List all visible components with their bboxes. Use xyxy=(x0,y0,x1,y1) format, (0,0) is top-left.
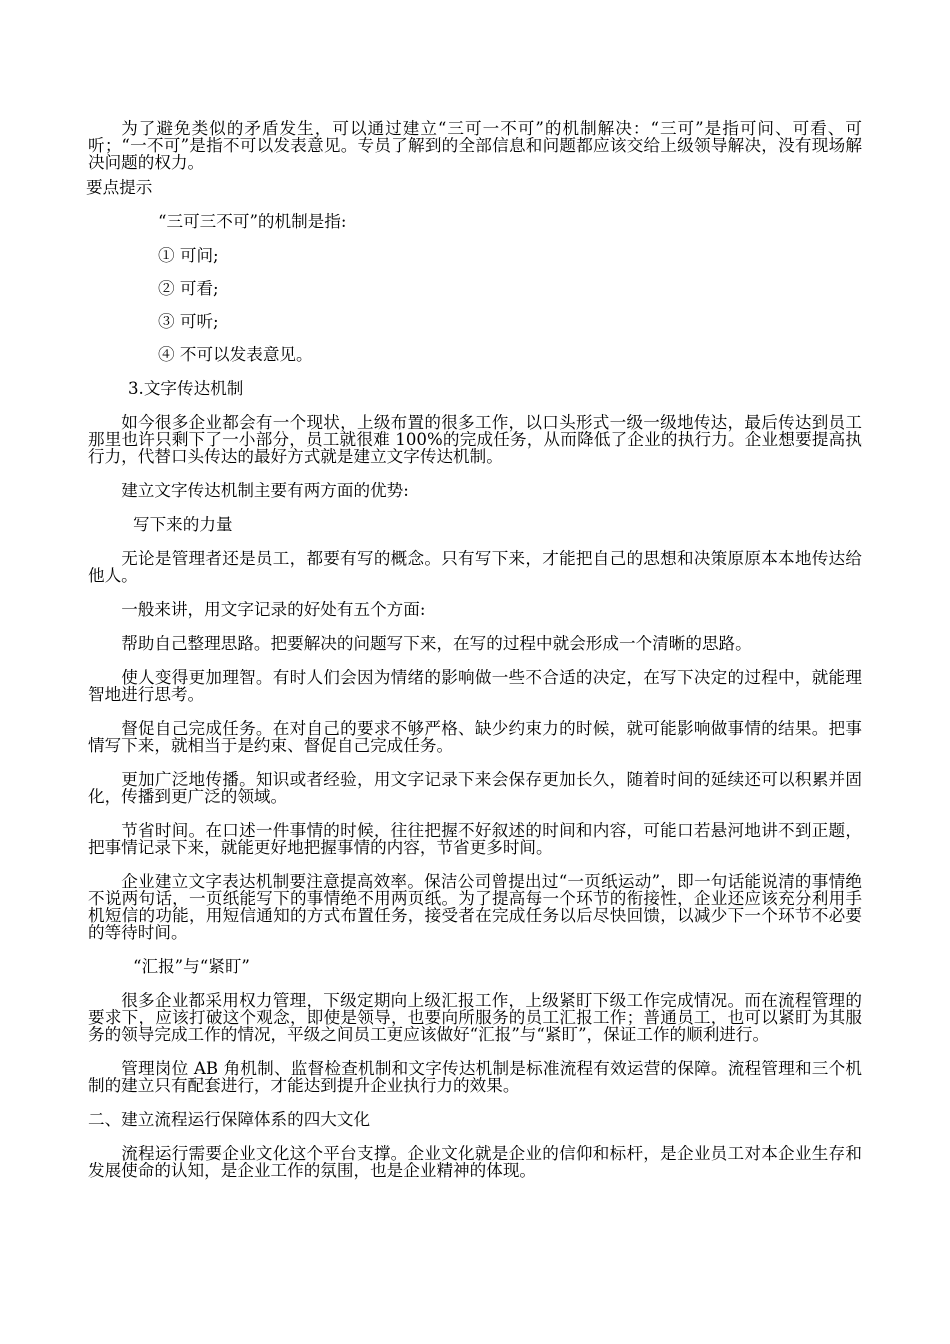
paragraph-benefit-spread: 更加广泛地传播。知识或者经验，用文字记录下来会保存更加长久，随着时间的延续还可以积累并固化，传播到更广泛的领域。 xyxy=(88,770,862,806)
tip-item-3: ③ 可听; xyxy=(158,312,219,331)
paragraph-benefit-save-time: 节省时间。在口述一件事情的时候，往往把握不好叙述的时间和内容，可能口若悬河地讲不到正题，把事情记录下来，就能更好地把握事情的内容，节省更多时间。 xyxy=(88,821,862,857)
paragraph-current-status: 如今很多企业都会有一个现状，上级布置的很多工作，以口头形式一级一级地传达，最后传达到员工那里也许只剩下了一小部分，员工就很难 100%的完成任务，从而降低了企业的执行力。企业想要提高执行力，代替口头传达的最好方式就是建立文字传达机制。 xyxy=(88,413,862,466)
paragraph-two-advantages: 建立文字传达机制主要有两方面的优势: xyxy=(121,481,409,500)
subheading-power-of-writing: 写下来的力量 xyxy=(133,515,233,534)
paragraph-write-concept: 无论是管理者还是员工，都要有写的概念。只有写下来，才能把自己的思想和决策原原本本地传达给他人。 xyxy=(88,549,862,585)
tip-item-4: ④ 不可以发表意见。 xyxy=(158,345,313,364)
document-page xyxy=(88,120,862,1187)
paragraph-power-management: 很多企业都采用权力管理，下级定期向上级汇报工作，上级紧盯下级工作完成情况。而在流程管理的要求下，应该打破这个观念，即使是领导，也要向所服务的员工汇报工作；普通员工，也可以紧盯为其服务的领导完成工作的情况，平级之间员工更应该做好“汇报”与“紧盯”，保证工作的顺利进行。 xyxy=(88,991,862,1044)
paragraph-benefit-supervise: 督促自己完成任务。在对自己的要求不够严格、缺少约束力的时候，就可能影响做事情的结果。把事情写下来，就相当于是约束、督促自己完成任务。 xyxy=(88,719,862,755)
section-heading-four-cultures: 二、建立流程运行保障体系的四大文化 xyxy=(88,1110,371,1129)
tip-heading: 要点提示 xyxy=(86,178,153,197)
paragraph-efficiency: 企业建立文字表达机制要注意提高效率。保洁公司曾提出过“一页纸运动”，即一句话能说清的事情绝不说两句话，一页纸能写下的事情绝不用两页纸。为了提高每一个环节的衔接性，企业还应该充分利用手机短信的功能，用短信通知的方式布置任务，接受者在完成任务以后尽快回馈，以减少下一个环节不必要的等待时间。 xyxy=(88,872,862,942)
section-heading-written-communication: 3.文字传达机制 xyxy=(128,379,244,398)
subheading-report-and-watch: “汇报”与“紧盯” xyxy=(133,957,250,976)
paragraph-corporate-culture: 流程运行需要企业文化这个平台支撑。企业文化就是企业的信仰和标杆，是企业员工对本企业生存和发展使命的认知，是企业工作的氛围，也是企业精神的体现。 xyxy=(88,1144,862,1180)
paragraph-benefit-rational: 使人变得更加理智。有时人们会因为情绪的影响做一些不合适的决定，在写下决定的过程中，就能理智地进行思考。 xyxy=(88,668,862,704)
paragraph-three-can-mechanism: 为了避免类似的矛盾发生，可以通过建立“三可一不可”的机制解决：“三可”是指可问、可看、可听；“一不可”是指不可以发表意见。专员了解到的全部信息和问题都应该交给上级领导解决，没有现场解决问题的权力。 xyxy=(88,119,862,172)
paragraph-three-mechanisms: 管理岗位 AB 角机制、监督检查机制和文字传达机制是标准流程有效运营的保障。流程管理和三个机制的建立只有配套进行，才能达到提升企业执行力的效果。 xyxy=(88,1059,862,1095)
tip-item-1: ① 可问; xyxy=(158,246,219,265)
paragraph-benefit-organize: 帮助自己整理思路。把要解决的问题写下来，在写的过程中就会形成一个清晰的思路。 xyxy=(121,634,752,653)
tip-list-title: “三可三不可”的机制是指: xyxy=(158,212,347,231)
tip-item-2: ② 可看; xyxy=(158,279,219,298)
paragraph-five-benefits: 一般来讲，用文字记录的好处有五个方面: xyxy=(121,600,426,619)
